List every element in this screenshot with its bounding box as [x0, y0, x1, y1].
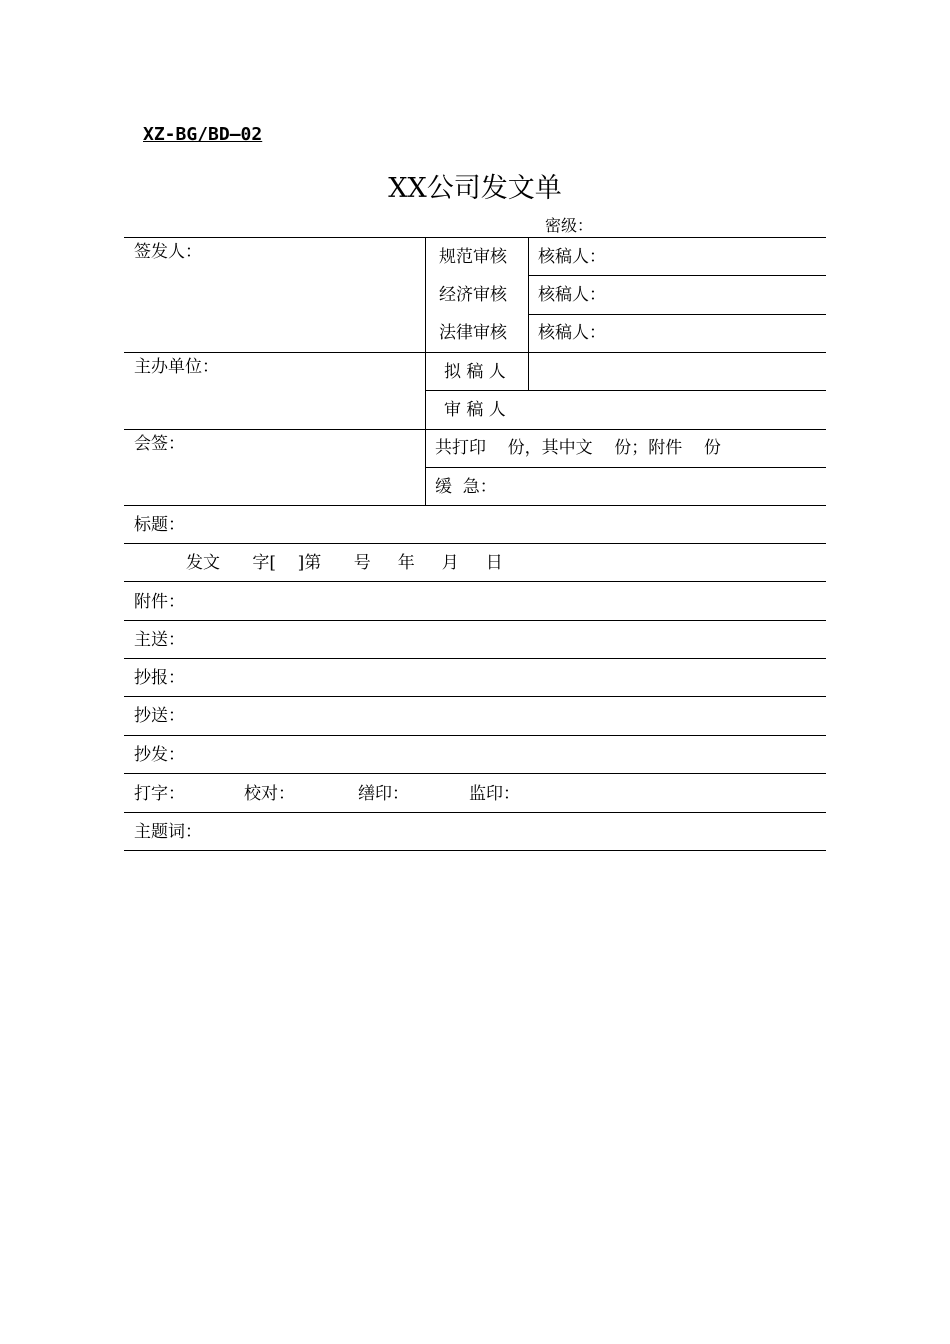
row-divider [124, 505, 826, 506]
urgency-label: 缓 急： [435, 477, 497, 497]
page-title: XX公司发文单 [388, 173, 562, 204]
secret-level-label: 密级： [545, 216, 594, 235]
proofread-label: 校对： [244, 784, 295, 804]
review-type-economic: 经济审核 [439, 285, 507, 305]
typist-label: 打字： [134, 784, 185, 804]
row-divider [124, 735, 826, 736]
drafter-label: 拟 稿 人 [444, 362, 506, 382]
column-divider [425, 237, 426, 505]
table-top-border [124, 237, 826, 238]
row-divider [124, 352, 826, 353]
review-checker-label: 核稿人： [538, 247, 606, 267]
reviewer-label: 审 稿 人 [444, 400, 506, 420]
row-divider [124, 543, 826, 544]
distribute-label: 抄发： [134, 745, 185, 765]
document-code: XZ-BG/BD—02 [143, 124, 263, 145]
doc-number-line: 发文 字[ ]第 号 年 月 日 [186, 553, 503, 573]
row-divider [124, 581, 826, 582]
column-divider [528, 237, 529, 390]
review-type-standard: 规范审核 [439, 247, 507, 267]
row-divider [528, 314, 826, 315]
main-recipient-label: 主送： [134, 630, 185, 650]
row-divider [426, 390, 826, 391]
review-checker-label: 核稿人： [538, 285, 606, 305]
attachment-label: 附件： [134, 592, 185, 612]
send-copy-label: 抄送： [134, 706, 185, 726]
countersign-label: 会签： [134, 434, 185, 454]
review-type-legal: 法律审核 [439, 323, 507, 343]
print-label: 缮印： [358, 784, 409, 804]
row-divider [124, 696, 826, 697]
row-divider [124, 620, 826, 621]
subject-label: 标题： [134, 515, 185, 535]
row-divider [124, 812, 826, 813]
report-copy-label: 抄报： [134, 668, 185, 688]
review-checker-label: 核稿人： [538, 323, 606, 343]
row-divider [124, 429, 826, 430]
row-divider [426, 467, 826, 468]
host-unit-label: 主办单位： [134, 357, 219, 377]
copies-text: 共打印 份，其中文 份；附件 份 [435, 438, 721, 458]
signer-label: 签发人： [134, 242, 202, 262]
row-divider [528, 275, 826, 276]
table-bottom-border [124, 850, 826, 851]
keywords-label: 主题词： [134, 822, 202, 842]
row-divider [124, 658, 826, 659]
supervise-label: 监印： [469, 784, 520, 804]
row-divider [124, 773, 826, 774]
